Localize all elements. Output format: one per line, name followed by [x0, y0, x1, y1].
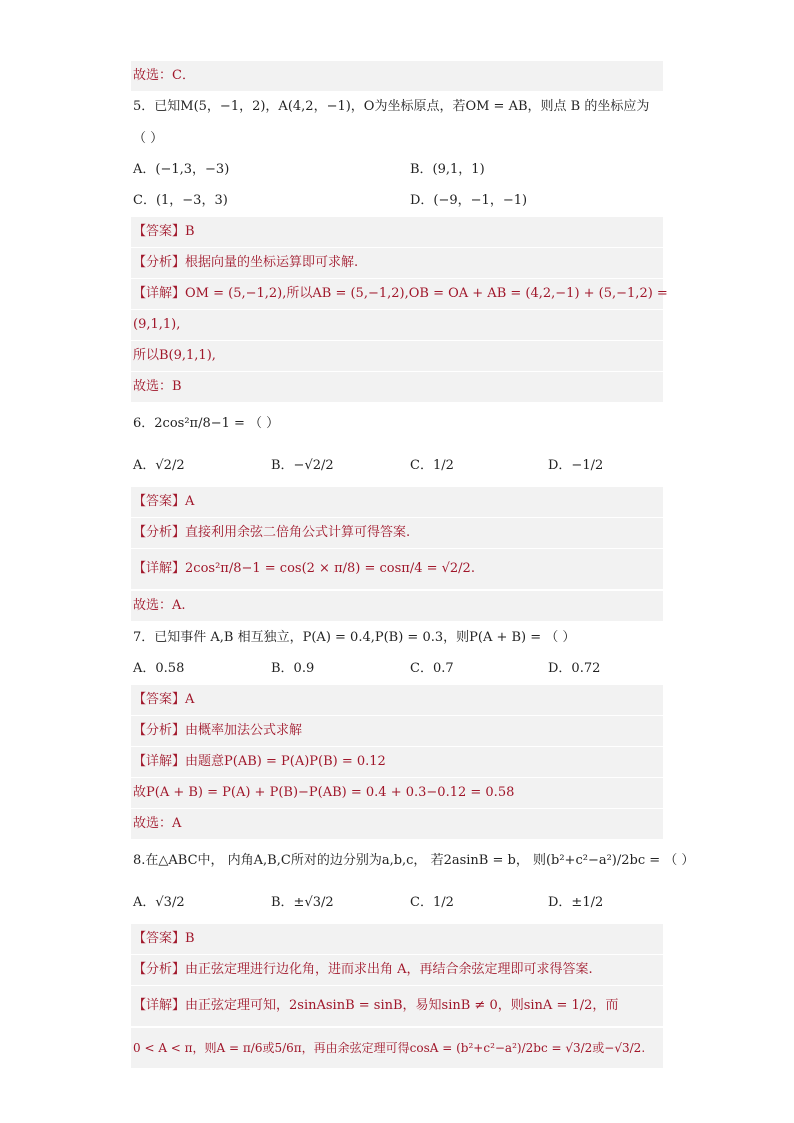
q7-option-b: B．0.9 — [271, 661, 315, 676]
q8-analysis — [131, 955, 663, 985]
q7-detail-line2: 故P(A + B) = P(A) + P(B)−P(AB) = 0.4 + 0.3−0.12 = 0.58 — [131, 778, 663, 808]
q5-option-d: D．(−9，−1，−1) — [410, 193, 528, 208]
answer-label: 【答案】 — [133, 931, 186, 946]
q8-option-c: C．1/2 — [410, 895, 454, 910]
q6-stem: 6．2cos²π/8−1 = （ ） — [133, 416, 280, 431]
q8-option-b: B．±√3/2 — [271, 895, 334, 910]
q8-option-a: A．√3/2 — [133, 895, 185, 910]
q7-option-a: A．0.58 — [133, 661, 185, 676]
analysis-label: 【分析】 — [133, 723, 186, 738]
answer-value: B — [185, 224, 195, 239]
answer-label: 【答案】 — [133, 224, 186, 239]
q7-stem: 7．已知事件 A,B 相互独立，P(A) = 0.4,P(B) = 0.3，则P(A + B) = （ ） — [133, 630, 576, 645]
answer-label: 【答案】 — [133, 692, 186, 707]
q8-stem: 8.在△ABC中， 内角A,B,C所对的边分别为a,b,c， 若2asinB = b， 则(b²+c²−a²)/2bc = （ ） — [133, 853, 695, 868]
q7-conclusion: 故选：A — [131, 809, 663, 839]
q8-detail-line1 — [131, 986, 663, 1026]
detail-text: 由正弦定理可知，2sinAsinB = sinB，易知sinB ≠ 0，则sinA = 1/2，而 — [185, 998, 619, 1013]
q6-analysis — [131, 518, 663, 548]
q5-option-b: B．(9,1，1) — [410, 162, 485, 177]
q8-option-d: D．±1/2 — [548, 895, 604, 910]
q5-paren: （ ） — [133, 131, 164, 146]
q5-options-row1 — [131, 155, 663, 185]
analysis-label: 【分析】 — [133, 962, 186, 977]
q8-detail-line2: 0 < A < π，则A = π/6或5/6π，再由余弦定理可得cosA = (b²+c²−a²)/2bc = √3/2或−√3/2. — [131, 1028, 663, 1068]
q6-option-d: D．−1/2 — [548, 458, 604, 473]
q5-option-a: A．(−1,3，−3) — [133, 162, 230, 177]
q6-conclusion: 故选：A. — [131, 591, 663, 621]
q7-option-c: C．0.7 — [410, 661, 454, 676]
answer-label: 【答案】 — [133, 494, 186, 509]
q5-option-c: C．(1，−3，3) — [133, 193, 228, 208]
analysis-text: 由正弦定理进行边化角，进而求出角 A，再结合余弦定理即可求得答案. — [185, 962, 593, 977]
detail-label: 【详解】 — [133, 561, 186, 576]
q7-answer — [131, 685, 663, 715]
analysis-text: 直接利用余弦二倍角公式计算可得答案. — [185, 525, 411, 540]
q7-options — [131, 654, 663, 684]
analysis-text: 由概率加法公式求解 — [185, 723, 303, 738]
q8-answer — [131, 924, 663, 954]
answer-value: A — [185, 692, 195, 707]
q6-options — [131, 451, 663, 481]
detail-text: OM = (5,−1,2),所以AB = (5,−1,2),OB = OA + AB = (4,2,−1) + (5,−1,2) = — [185, 286, 668, 301]
q6-detail — [131, 549, 663, 589]
q6-option-a: A．√2/2 — [133, 458, 185, 473]
q5-options-row2 — [131, 186, 663, 216]
analysis-text: 根据向量的坐标运算即可求解. — [185, 255, 359, 270]
q7-option-d: D．0.72 — [548, 661, 601, 676]
q5-stem: 5．已知M(5，−1，2)，A(4,2，−1)，O为坐标原点，若OM = AB，则点 B 的坐标应为 — [133, 99, 650, 114]
answer-value: A — [185, 494, 195, 509]
detail-text: 2cos²π/8−1 = cos(2 × π/8) = cosπ/4 = √2/2. — [185, 561, 475, 576]
q7-analysis — [131, 716, 663, 746]
analysis-label: 【分析】 — [133, 525, 186, 540]
detail-label: 【详解】 — [133, 998, 186, 1013]
detail-label: 【详解】 — [133, 286, 186, 301]
q5-detail-line1 — [131, 279, 668, 309]
q4-conclusion: 故选：C． — [131, 61, 663, 91]
answer-value: B — [185, 931, 195, 946]
q7-detail-line1 — [131, 747, 663, 777]
analysis-label: 【分析】 — [133, 255, 186, 270]
q5-analysis — [131, 248, 663, 278]
q5-conclusion: 故选：B — [131, 372, 663, 402]
detail-text: 由题意P(AB) = P(A)P(B) = 0.12 — [185, 754, 386, 769]
q8-options — [131, 888, 663, 918]
detail-label: 【详解】 — [133, 754, 186, 769]
q6-answer — [131, 487, 663, 517]
q5-detail-line3: 所以B(9,1,1), — [131, 341, 663, 371]
q5-detail-line2: (9,1,1), — [131, 310, 663, 340]
q6-option-b: B．−√2/2 — [271, 458, 334, 473]
q6-option-c: C．1/2 — [410, 458, 454, 473]
q5-answer — [131, 217, 663, 247]
